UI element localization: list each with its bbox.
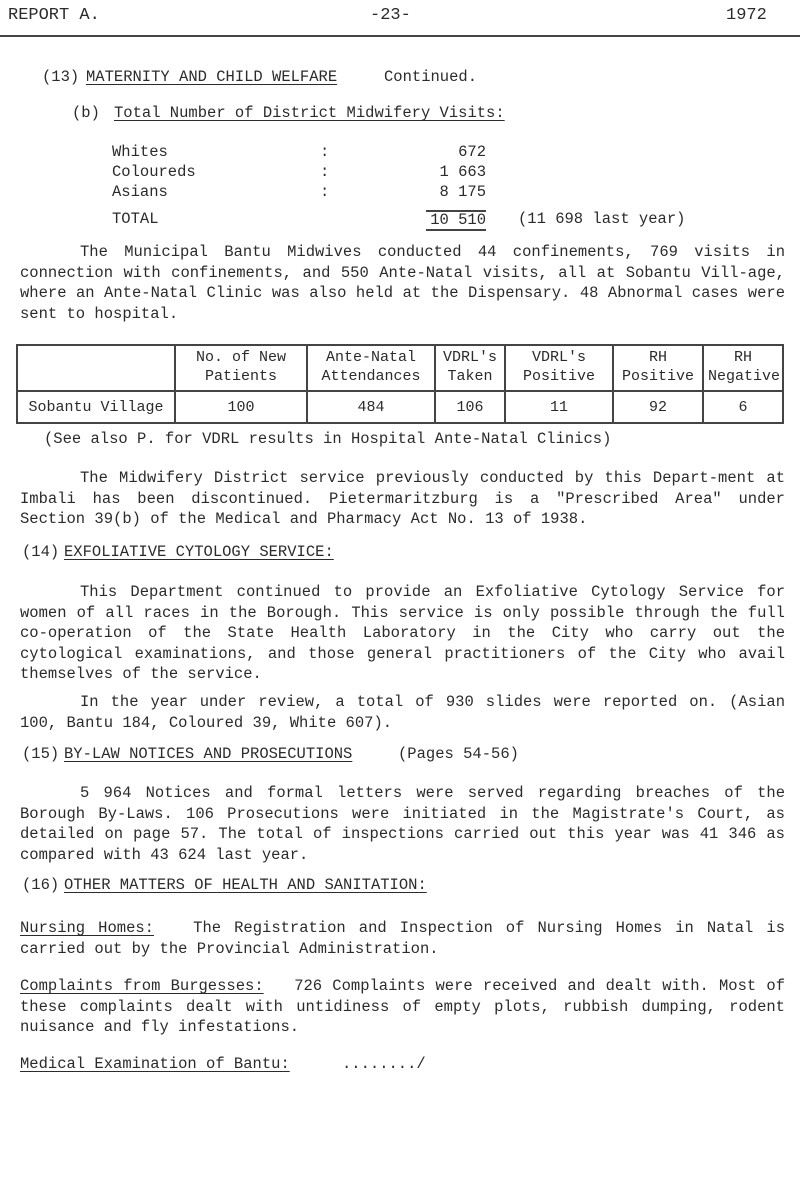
cytology-paragraph: This Department continued to provide an Exfoliative Cytology Service for women of all races in the Borough. This service is only possible through the full co-operation of the State Health Laboratory in the City who carry out the cytological examinations, and those general practitioners of the City who avail themselves of the service. — [20, 583, 785, 683]
section-15-number: (15) — [22, 745, 60, 763]
nursing-homes-label: Nursing Homes: — [20, 919, 154, 937]
nursing-homes-text: The Registration and Inspection of Nursing Homes in Natal is carried out by the Provincial Administration. — [20, 919, 786, 958]
table-row — [17, 391, 783, 423]
ante-natal-table — [16, 344, 784, 424]
section-13-continued: Continued. — [384, 68, 478, 86]
page-number: -23- — [370, 6, 411, 25]
section-14-number: (14) — [22, 543, 60, 561]
total-value: 10 510 — [426, 210, 486, 231]
subsection-b-heading: Total Number of District Midwifery Visits: — [114, 104, 505, 122]
midwifery-service-paragraph: The Midwifery District service previously conducted by this Depart-ment at Imbali has been discontinued. Pietermaritzburg is a "Prescribed Area" under Section 39(b) of the Medical and Pharmacy Act No. 13 of 1938. — [20, 469, 785, 528]
table-header-cell: VDRL's Taken — [435, 345, 505, 391]
row-sep: : — [320, 183, 330, 201]
section-15-heading: BY-LAW NOTICES AND PROSECUTIONS — [64, 745, 353, 763]
table-cell: Sobantu Village — [17, 391, 175, 423]
continuation-marker: ......../ — [342, 1055, 426, 1073]
nursing-homes-paragraph — [20, 918, 785, 959]
row-label: Coloureds — [112, 163, 196, 181]
subsection-b-number: (b) — [72, 104, 100, 122]
total-note: (11 698 last year) — [518, 210, 686, 228]
table-header-cell: VDRL's Positive — [505, 345, 613, 391]
section-15-pages: (Pages 54-56) — [398, 745, 519, 763]
complaints-label: Complaints from Burgesses: — [20, 977, 264, 995]
table-header-cell — [17, 345, 175, 391]
table-cell: 484 — [307, 391, 435, 423]
table-header-cell: RH Positive — [613, 345, 703, 391]
section-13-heading: MATERNITY AND CHILD WELFARE — [86, 68, 338, 86]
section-13-number: (13) — [42, 68, 80, 86]
midwives-paragraph: The Municipal Bantu Midwives conducted 44 confinements, 769 visits in connection with confinements, and 550 Ante-Natal visits, all at Sobantu Vill-age, where an Ante-Natal Clinic was also held at the Dispensary. 48 Abnormal cases were sent to hospital. — [20, 243, 785, 323]
table-header-cell: No. of New Patients — [175, 345, 307, 391]
slides-paragraph: In the year under review, a total of 930 slides were reported on. (Asian 100, Bantu 184, Coloured 39, White 607). — [20, 693, 785, 732]
see-also-note: (See also P. for VDRL results in Hospital Ante-Natal Clinics) — [44, 430, 612, 448]
report-label: REPORT A. — [8, 6, 100, 25]
row-label: Asians — [112, 183, 168, 201]
complaints-text: 726 Complaints were received and dealt with. Most of these complaints dealt with untidiness of empty plots, rubbish dumping, rodent nuisance and fly infestations. — [20, 977, 785, 1036]
table-cell: 100 — [175, 391, 307, 423]
table-cell: 6 — [703, 391, 783, 423]
row-value: 1 663 — [439, 163, 486, 181]
report-year: 1972 — [726, 6, 767, 25]
complaints-paragraph — [20, 976, 785, 1038]
bylaw-paragraph: 5 964 Notices and formal letters were served regarding breaches of the Borough By-Laws. 106 Prosecutions were initiated in the Magistrate's Court, as detailed on page 57. The total of inspections carried out this year was 41 346 as compared with 43 624 last year. — [20, 784, 785, 864]
section-16-heading: OTHER MATTERS OF HEALTH AND SANITATION: — [64, 876, 427, 894]
row-value: 672 — [458, 143, 486, 161]
table-header-row — [17, 345, 783, 391]
row-value: 8 175 — [439, 183, 486, 201]
total-label: TOTAL — [112, 210, 159, 228]
table-header-cell: RH Negative — [703, 345, 783, 391]
row-sep: : — [320, 143, 330, 161]
table-header-cell: Ante-Natal Attendances — [307, 345, 435, 391]
table-cell: 106 — [435, 391, 505, 423]
table-cell: 92 — [613, 391, 703, 423]
table-cell: 11 — [505, 391, 613, 423]
row-sep: : — [320, 163, 330, 181]
header-rule — [0, 35, 800, 37]
section-16-number: (16) — [22, 876, 60, 894]
medical-examination-label: Medical Examination of Bantu: — [20, 1055, 290, 1073]
section-14-heading: EXFOLIATIVE CYTOLOGY SERVICE: — [64, 543, 334, 561]
row-label: Whites — [112, 143, 168, 161]
